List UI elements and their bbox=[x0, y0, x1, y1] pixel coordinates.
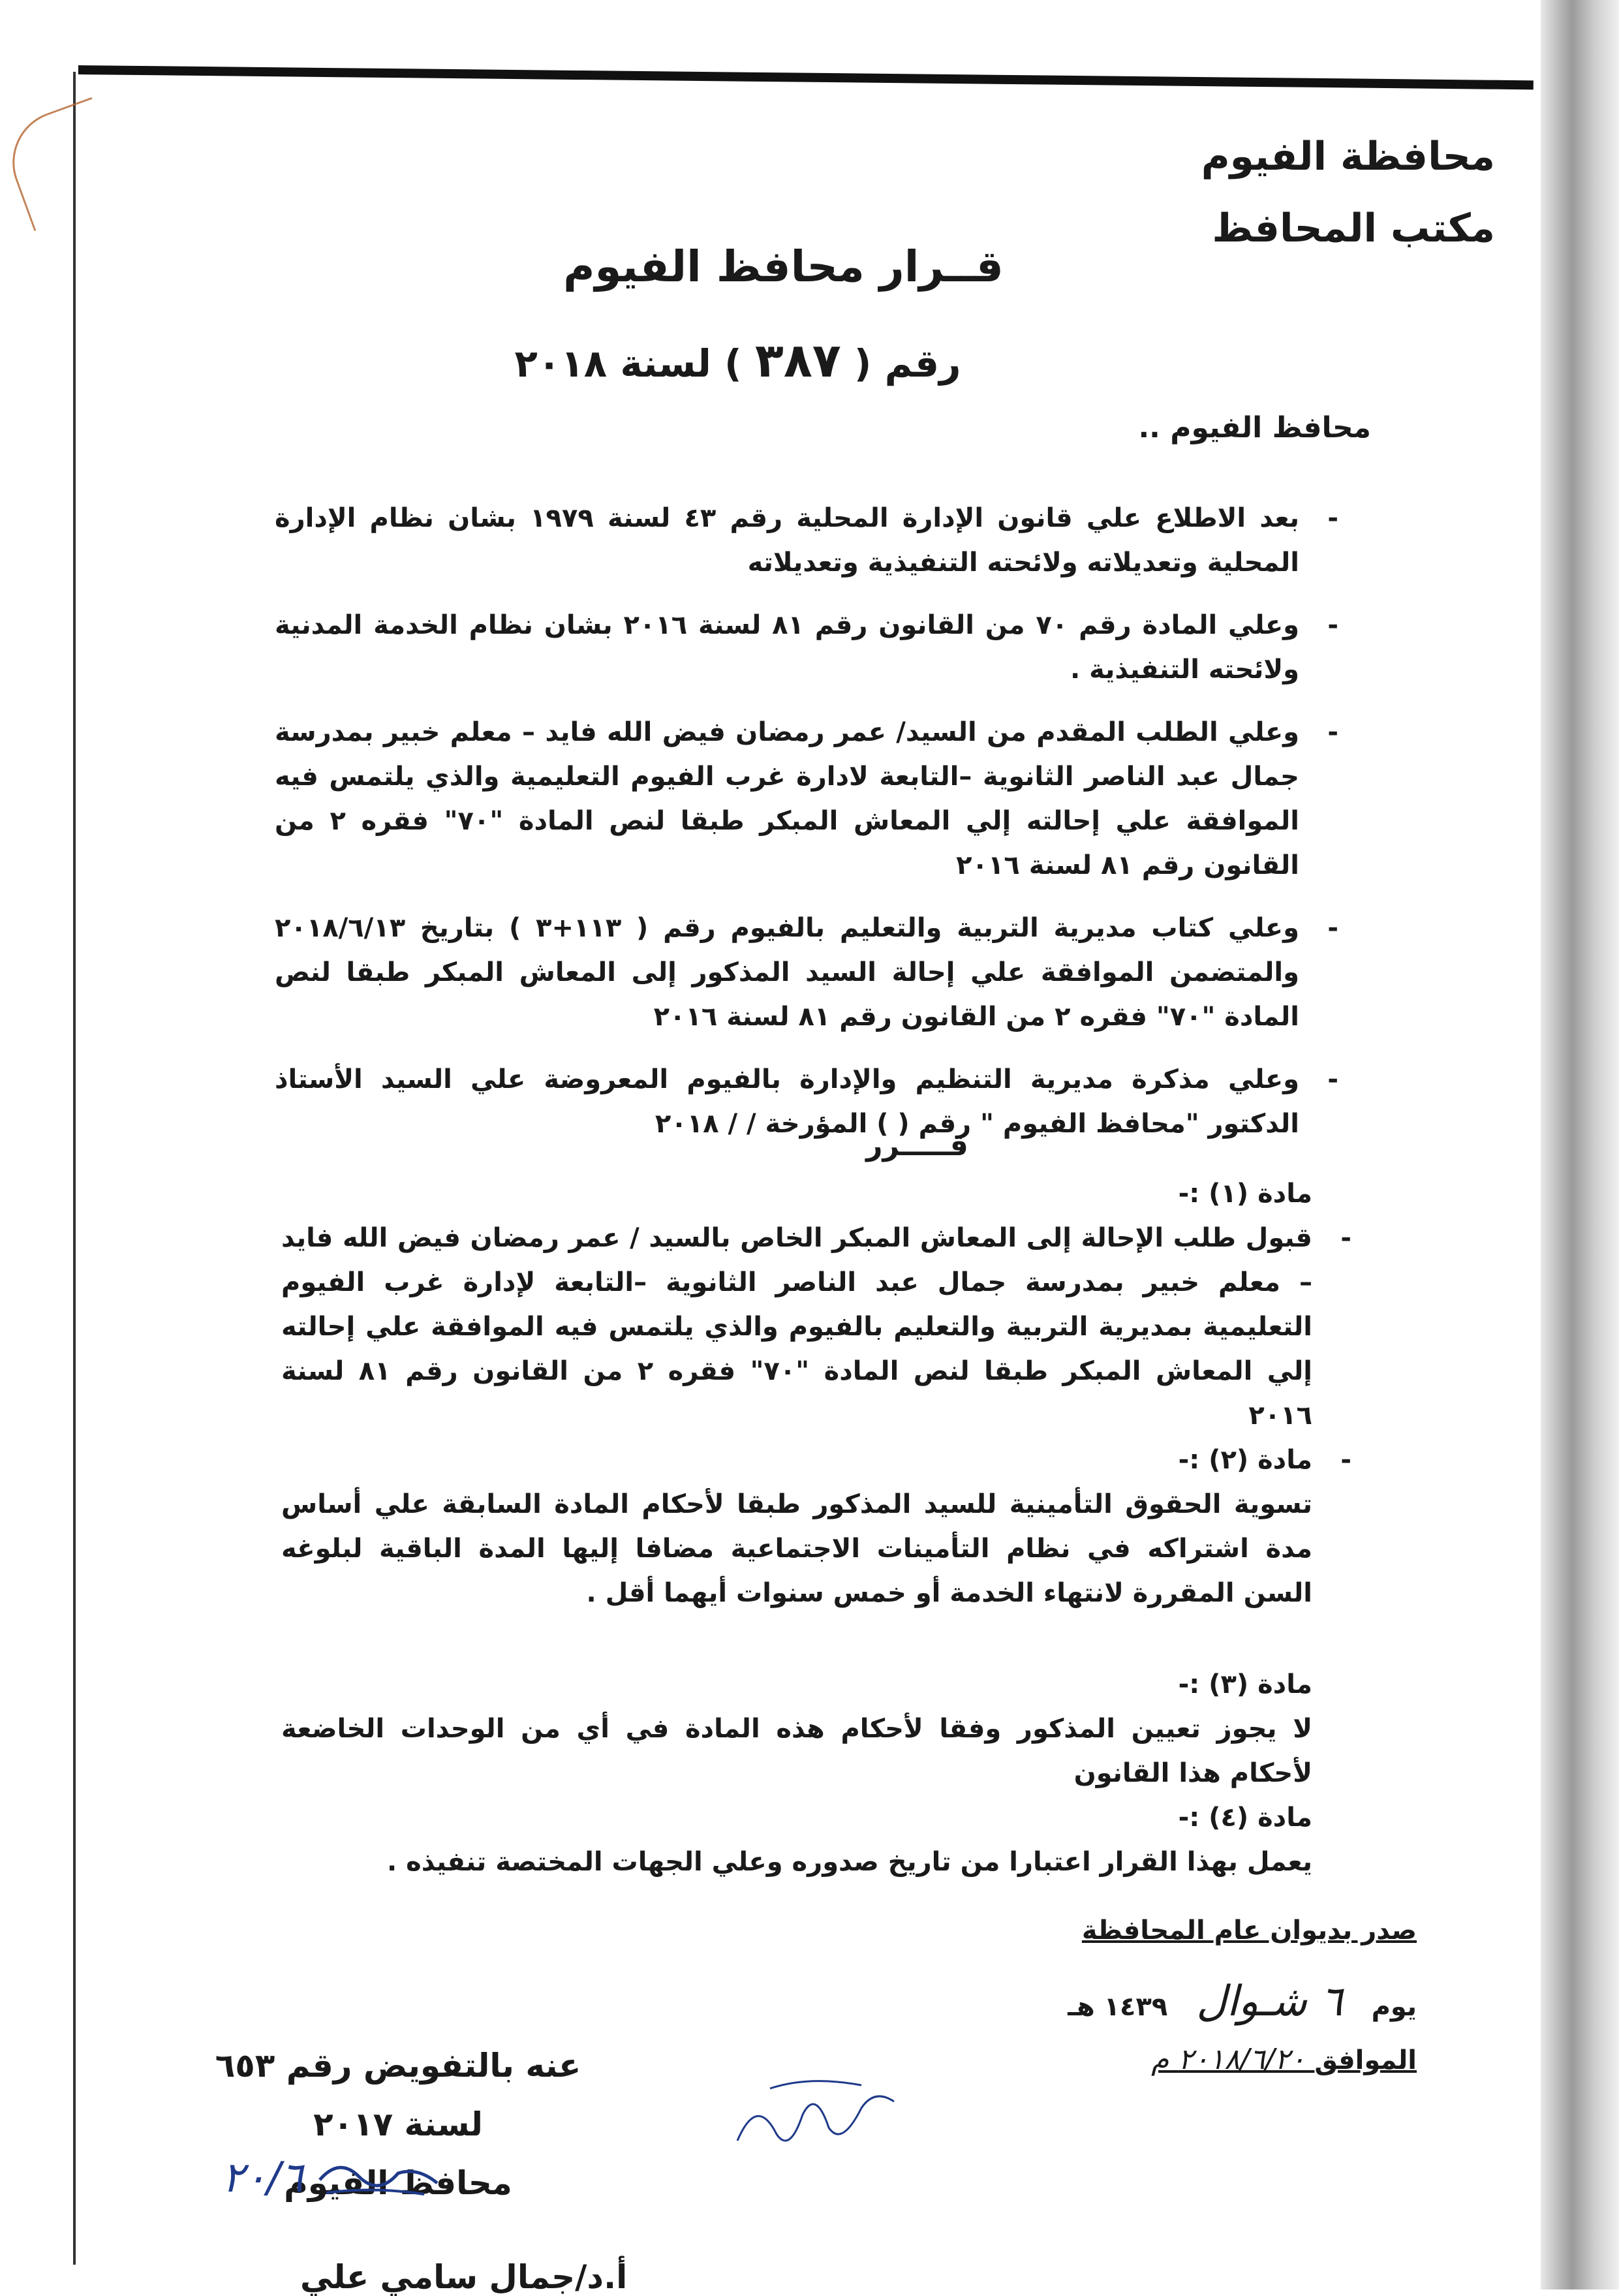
clause-text: وعلي الطلب المقدم من السيد/ عمر رمضان فيض الله فايد – معلم خبير بمدرسة جمال عبد الناصر الثانوية –التابعة لادارة غرب الفيوم التعليمية والذي يلتمس فيه الموافقة علي إحالته إلي المعاش المبكر طبقا لنص المادة "٧٠" فقره ٢ من القانون رقم ٨١ لسنة ٢٠١٦ bbox=[275, 717, 1300, 880]
preamble-clause: - وعلي كتاب مديرية التربية والتعليم بالفيوم رقم ( ١١٣+٣ ) بتاريخ ٢٠١٨/٦/١٣ والمتضمن الموافقة علي إحالة السيد المذكور إلى المعاش المبكر طبقا لنص المادة "٧٠" فقره ٢ من القانون رقم ٨١ لسنة ٢٠١٦ bbox=[275, 913, 1338, 1032]
handwritten-sign-date: ٢٠/٦ bbox=[222, 2154, 303, 2202]
article-text: لا يجوز تعيين المذكور وفقا لأحكام هذه المادة في أي من الوحدات الخاضعة لأحكام هذا القانون bbox=[281, 1714, 1312, 1788]
day-label: يوم bbox=[1371, 1992, 1417, 2022]
letterhead-office: مكتب المحافظ bbox=[1212, 206, 1495, 251]
clause-text: وعلي كتاب مديرية التربية والتعليم بالفيوم رقم ( ١١٣+٣ ) بتاريخ ٢٠١٨/٦/١٣ والمتضمن الموافقة علي إحالة السيد المذكور إلى المعاش المبكر طبقا لنص المادة "٧٠" فقره ٢ من القانون رقم ٨١ لسنة ٢٠١٦ bbox=[275, 913, 1299, 1032]
article-title: مادة (٣) :- bbox=[1178, 1669, 1312, 1699]
governor-heading: محافظ الفيوم .. bbox=[1138, 411, 1371, 444]
decision-word-text: قـــــرر bbox=[866, 1129, 968, 1162]
article-body: قبول طلب الإحالة إلى المعاش المبكر الخاص بالسيد / عمر رمضان فيض الله فايد – معلم خبير بمدرسة جمال عبد الناصر الثانوية –التابعة لإدارة غرب الفيوم التعليمية بمديرية التربية والتعليم بالفيوم والذي يلتمس فيه الموافقة علي إحالته إلي المعاش المبكر طبقا لنص المادة "٧٠" فقره ٢ من القانون رقم ٨١ لسنة ٢٠١٦ bbox=[281, 1223, 1313, 1431]
delegation-line: عنه بالتفويض رقم ٦٥٣ لسنة ٢٠١٧ bbox=[215, 2047, 581, 2143]
signatory-title: محافظ الفيوم bbox=[284, 2164, 512, 2202]
preamble-clause: - بعد الاطلاع علي قانون الإدارة المحلية رقم ٤٣ لسنة ١٩٧٩ بشان نظام الإدارة المحلية وتعديلاته ولائحته التنفيذية وتعديلاته bbox=[275, 503, 1338, 578]
preamble-clause: - وعلي الطلب المقدم من السيد/ عمر رمضان فيض الله فايد – معلم خبير بمدرسة جمال عبد الناصر الثانوية –التابعة لادارة غرب الفيوم التعليمية والذي يلتمس فيه الموافقة علي إحالته إلي المعاش المبكر طبقا لنص المادة "٧٠" فقره ٢ من القانون رقم ٨١ لسنة ٢٠١٦ bbox=[275, 717, 1338, 880]
spacer bbox=[281, 1615, 1312, 1662]
decree-number-value: ٣٨٧ bbox=[754, 333, 841, 388]
article-title-text: مادة (٢) :- bbox=[1178, 1445, 1312, 1475]
signature-scribble-icon bbox=[313, 2154, 444, 2206]
preamble-clause: - وعلي مذكرة مديرية التنظيم والإدارة بالفيوم المعروضة علي السيد الأستاذ الدكتور "محافظ الفيوم " رقم ( ) المؤرخة / / ٢٠١٨ bbox=[275, 1064, 1338, 1139]
clause-text: بعد الاطلاع علي قانون الإدارة المحلية رقم ٤٣ لسنة ١٩٧٩ بشان نظام الإدارة المحلية وتعديلاته ولائحته التنفيذية وتعديلاته bbox=[275, 503, 1299, 578]
hijri-date-line bbox=[1068, 1978, 1417, 2026]
page-left-edge bbox=[73, 72, 76, 2265]
decree-number-suffix: ) لسنة ٢٠١٨ bbox=[514, 341, 742, 386]
decision-word bbox=[0, 1129, 1619, 1162]
article-text: تسوية الحقوق التأمينية للسيد المذكور طبقا لأحكام المادة السابقة علي أساس مدة اشتراكه في نظام التأمينات الاجتماعية مضافا إليها المدة الباقية لبلوغه السن المقررة لانتهاء الخدمة أو خمس سنوات أيهما أقل . bbox=[281, 1489, 1312, 1608]
articles bbox=[281, 1171, 1351, 1884]
greg-date: ٢٠١٨/٦/٢٠ م bbox=[1151, 2043, 1306, 2076]
greg-label: الموافق bbox=[1314, 2045, 1417, 2075]
article-title: - مادة (٢) :- bbox=[1178, 1445, 1351, 1475]
clause-text: وعلي مذكرة مديرية التنظيم والإدارة بالفيوم المعروضة علي السيد الأستاذ الدكتور "محافظ الفيوم " رقم ( ) المؤرخة / / ٢٠١٨ bbox=[275, 1064, 1299, 1139]
hijri-year: ١٤٣٩ هـ bbox=[1068, 1992, 1168, 2022]
preamble-clauses bbox=[275, 496, 1338, 1164]
page-top-edge bbox=[78, 65, 1534, 89]
handwritten-day: ٦ شـوال bbox=[1196, 1978, 1343, 2026]
decree-number bbox=[0, 333, 1547, 388]
decree-title: قــرار محافظ الفيوم bbox=[563, 241, 1004, 292]
signatory-name: أ.د/جمال سامي علي bbox=[300, 2258, 628, 2296]
decree-number-prefix: رقم ( bbox=[854, 341, 961, 386]
string-mark bbox=[0, 97, 128, 231]
article-title: مادة (١) :- bbox=[1178, 1179, 1312, 1209]
article-text: - قبول طلب الإحالة إلى المعاش المبكر الخاص بالسيد / عمر رمضان فيض الله فايد – معلم خبير بمدرسة جمال عبد الناصر الثانوية –التابعة لإدارة غرب الفيوم التعليمية بمديرية التربية والتعليم بالفيوم والذي يلتمس فيه الموافقة علي إحالته إلي المعاش المبكر طبقا لنص المادة "٧٠" فقره ٢ من القانون رقم ٨١ لسنة ٢٠١٦ bbox=[281, 1223, 1351, 1431]
issued-line: صدر بديوان عام المحافظة bbox=[1081, 1916, 1417, 1946]
gregorian-date-line bbox=[1151, 2043, 1417, 2076]
letterhead-governorate: محافظة الفيوم bbox=[1201, 134, 1495, 179]
reviewer-signature-icon bbox=[731, 2069, 901, 2160]
preamble-clause: - وعلي المادة رقم ٧٠ من القانون رقم ٨١ لسنة ٢٠١٦ بشان نظام الخدمة المدنية ولائحته التنفيذية . bbox=[275, 610, 1338, 685]
article-text: يعمل بهذا القرار اعتبارا من تاريخ صدوره وعلي الجهات المختصة تنفيذه . bbox=[387, 1847, 1312, 1877]
article-title: مادة (٤) :- bbox=[1178, 1803, 1312, 1833]
clause-text: وعلي المادة رقم ٧٠ من القانون رقم ٨١ لسنة ٢٠١٦ بشان نظام الخدمة المدنية ولائحته التنفيذية . bbox=[275, 610, 1300, 685]
